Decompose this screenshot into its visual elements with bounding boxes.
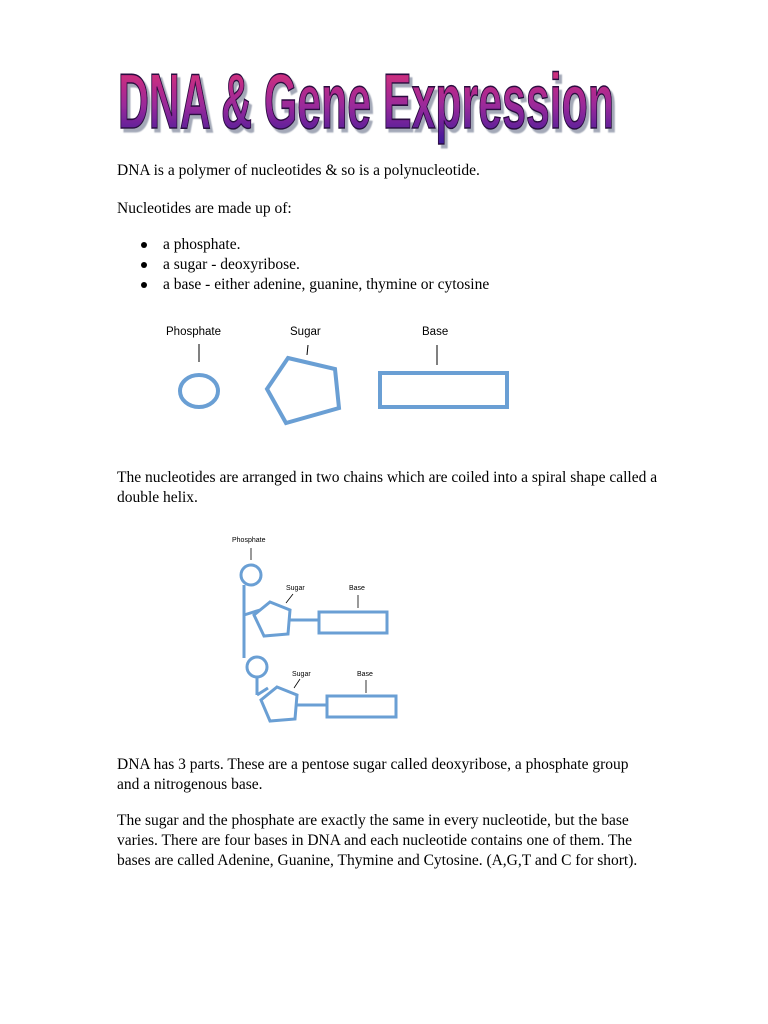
sugar-pointer (307, 345, 308, 355)
chain-base-rectangle-1 (319, 612, 387, 633)
bullet-icon (141, 242, 147, 248)
dna-parts-paragraph: DNA has 3 parts. These are a pentose sugar called deoxyribose, a phosphate group and a nitrogenous base. (117, 756, 629, 793)
page-title: DNA & Gene Expression (118, 57, 614, 145)
list-item: a base - either adenine, guanine, thymine or cytosine (117, 275, 489, 295)
nucleotide-parts-list (117, 235, 489, 295)
title-wordart (114, 57, 634, 152)
chain-sugar-pentagon-1 (254, 602, 290, 636)
nucleotide-components-diagram (150, 318, 530, 433)
bullet-icon (141, 262, 147, 268)
list-item: a phosphate. (117, 235, 489, 255)
list-item: a sugar - deoxyribose. (117, 255, 489, 275)
sugar-label: Sugar (290, 326, 321, 338)
nucleotide-chain-diagram (220, 530, 420, 740)
chain-phosphate-circle-1 (241, 565, 261, 585)
title-graphic (114, 57, 634, 152)
chain-base-label-2: Base (357, 671, 373, 678)
chain-sugar-pentagon-2 (261, 687, 297, 721)
double-helix-paragraph: The nucleotides are arranged in two chains which are coiled into a spiral shape called a double helix. (117, 469, 658, 506)
chain-sugar-label-2: Sugar (292, 671, 311, 678)
base-label: Base (422, 326, 449, 338)
chain-base-rectangle-2 (327, 696, 396, 717)
nucleotide-parts-heading: Nucleotides are made up of: (117, 200, 292, 217)
chain-base-label-1: Base (349, 585, 365, 592)
chain-phosphate-circle-2 (247, 657, 267, 677)
intro-paragraph: DNA is a polymer of nucleotides & so is a polynucleotide. (117, 162, 480, 179)
bullet-icon (141, 282, 147, 288)
phosphate-label: Phosphate (166, 326, 221, 338)
chain-phosphate-label: Phosphate (232, 537, 266, 544)
sugar-pentagon (267, 358, 339, 423)
base-rectangle (380, 373, 507, 407)
phosphate-circle (180, 375, 218, 407)
chain-sugar-pointer-2 (294, 679, 300, 688)
chain-sugar-pointer-1 (286, 594, 293, 603)
chain-sugar-label-1: Sugar (286, 585, 305, 592)
bases-paragraph: The sugar and the phosphate are exactly the same in every nucleotide, but the base varies. There are four bases in DNA and each nucleotide contains one of them. The bases are called Adenine, Guanine, Thymine and Cytosine. (A,G,T and C for short). (117, 812, 638, 869)
